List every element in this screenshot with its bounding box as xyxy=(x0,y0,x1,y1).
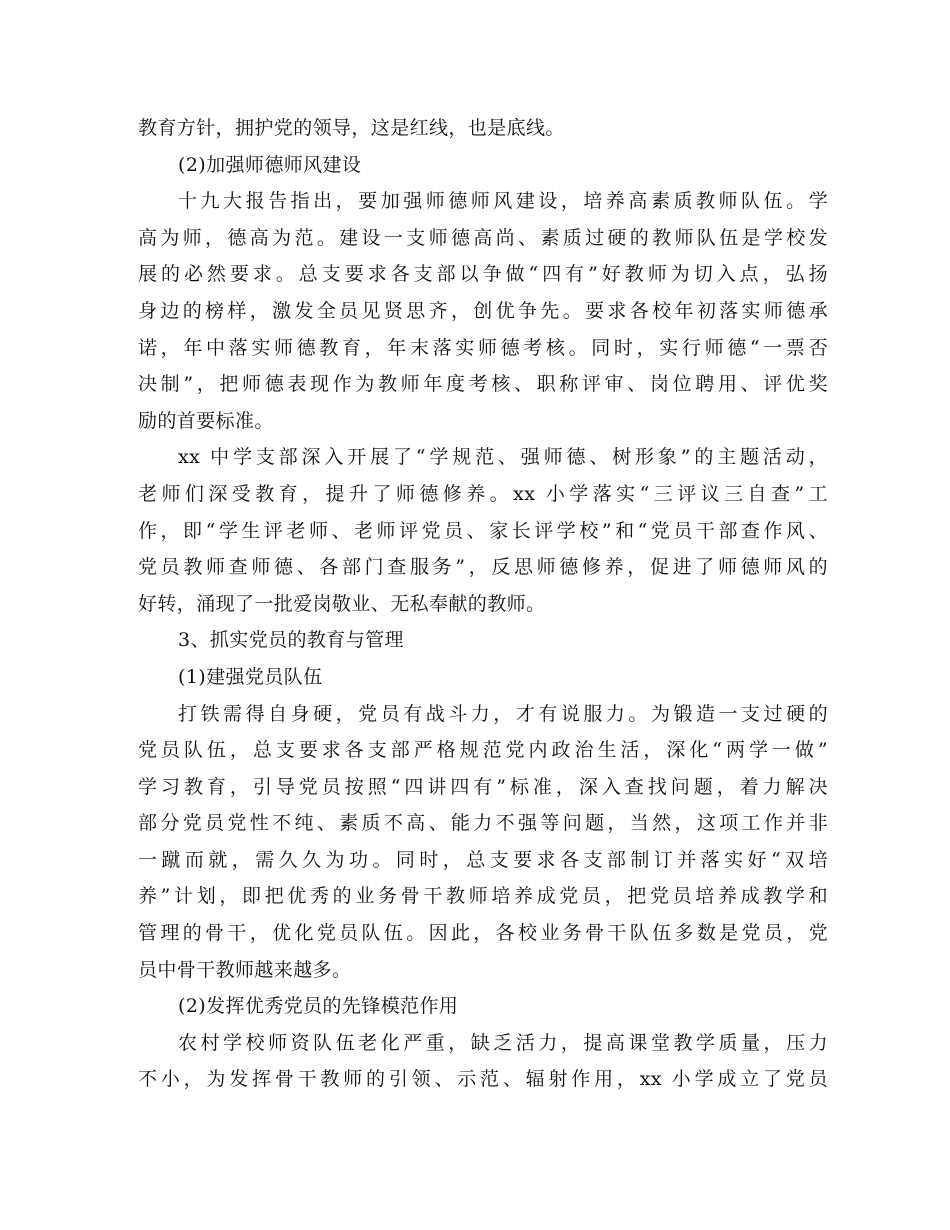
text-line: 党员队伍，总支要求各支部严格规范党内政治生活，深化“两学一做” xyxy=(138,739,828,762)
text-line: (2)发挥优秀党员的先锋模范作用 xyxy=(178,995,459,1018)
text-line: xx 中学支部深入开展了“学规范、强师德、树形象”的主题活动， xyxy=(178,446,828,469)
text-line: 作，即“学生评老师、老师评党员、家长评学校”和“党员干部查作风、 xyxy=(138,519,828,542)
text-line: 部分党员党性不纯、素质不高、能力不强等问题，当然，这项工作并非 xyxy=(138,812,828,835)
text-line: 老师们深受教育，提升了师德修养。xx 小学落实“三评议三自查”工 xyxy=(138,482,828,505)
text-line: 不小，为发挥骨干教师的引领、示范、辐射作用，xx 小学成立了党员 xyxy=(138,1068,828,1091)
text-line: 养”计划，即把优秀的业务骨干教师培养成党员，把党员培养成教学和 xyxy=(138,885,828,908)
text-line: 管理的骨干，优化党员队伍。因此，各校业务骨干队伍多数是党员，党 xyxy=(138,922,828,945)
text-line: 决制”，把师德表现作为教师年度考核、职称评审、岗位聘用、评优奖 xyxy=(138,373,828,396)
document-body xyxy=(138,110,828,1098)
text-line: 打铁需得自身硬，党员有战斗力，才有说服力。为锻造一支过硬的 xyxy=(178,702,828,725)
text-line: 好转，涌现了一批爱岗敬业、无私奉献的教师。 xyxy=(138,592,546,615)
text-line: 3、抓实党员的教育与管理 xyxy=(178,629,404,652)
text-line: 高为师，德高为范。建设一支师德高尚、素质过硬的教师队伍是学校发 xyxy=(138,226,828,249)
text-line: 农村学校师资队伍老化严重，缺乏活力，提高课堂教学质量，压力 xyxy=(178,1031,828,1054)
text-line: 一蹴而就，需久久为功。同时，总支要求各支部制订并落实好“双培 xyxy=(138,848,828,871)
text-line: 诺，年中落实师德教育，年末落实师德考核。同时，实行师德“一票否 xyxy=(138,336,828,359)
text-line: 展的必然要求。总支要求各支部以争做“四有”好教师为切入点，弘扬 xyxy=(138,263,828,286)
text-line: 身边的榜样，激发全员见贤思齐，创优争先。要求各校年初落实师德承 xyxy=(138,299,828,322)
text-line: (1)建强党员队伍 xyxy=(178,665,323,688)
text-line: 学习教育，引导党员按照“四讲四有”标准，深入查找问题，着力解决 xyxy=(138,775,828,798)
text-line: (2)加强师德师风建设 xyxy=(178,153,362,176)
text-line: 十九大报告指出，要加强师德师风建设，培养高素质教师队伍。学 xyxy=(178,190,828,213)
text-line: 励的首要标准。 xyxy=(138,409,274,432)
text-line: 党员教师查师德、各部门查服务”，反思师德修养，促进了师德师风的 xyxy=(138,556,828,579)
text-line: 员中骨干教师越来越多。 xyxy=(138,958,352,981)
text-line: 教育方针，拥护党的领导，这是红线，也是底线。 xyxy=(138,117,565,139)
